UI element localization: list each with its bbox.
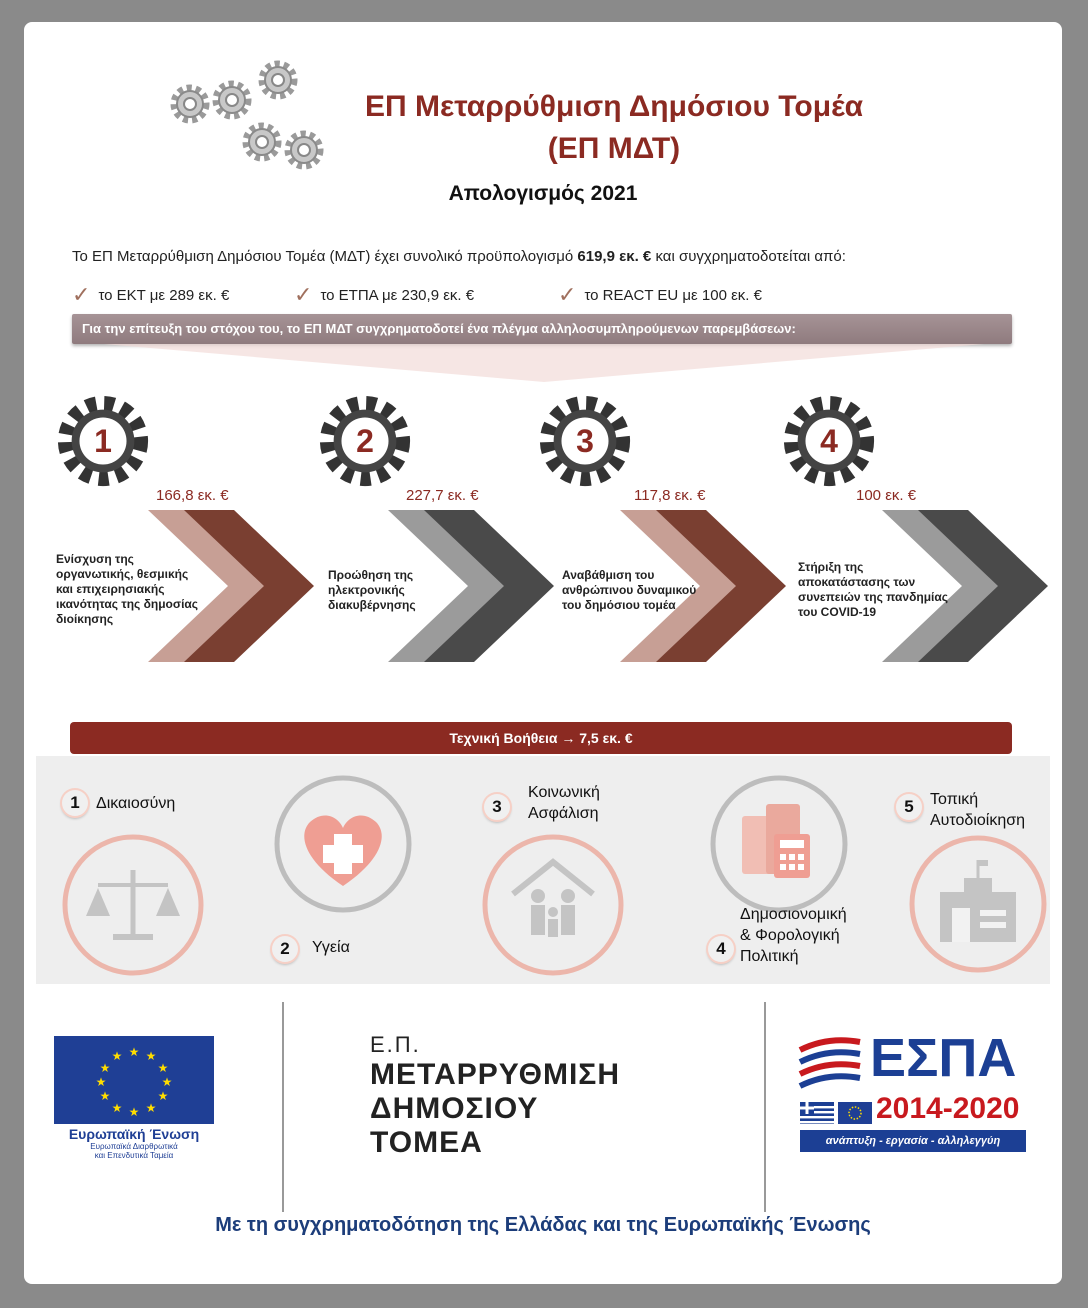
infographic-card [24, 22, 1062, 1284]
axis-3-label [562, 568, 722, 613]
eu-flag-icon [54, 1036, 214, 1124]
heart-cross-icon [268, 774, 418, 914]
espa-waves-icon [798, 1036, 864, 1092]
eu-small-flag-icon [838, 1102, 872, 1124]
check-icon: ✓ [294, 282, 313, 307]
axis-number: 2 [356, 423, 374, 459]
intro-text-after: και συγχρηματοδοτείται από: [651, 248, 846, 265]
svg-text:★: ★ [157, 1061, 169, 1075]
policy-label-line: & Φορολογική [740, 927, 840, 944]
axis-label-line: Στήριξη της [798, 560, 864, 574]
policy-4-number: 4 [708, 936, 734, 962]
page-subtitle: Απολογισμός 2021 [448, 182, 638, 205]
svg-text:★: ★ [145, 1101, 157, 1115]
axis-4-gear [780, 392, 878, 495]
axis-1-label [56, 552, 226, 627]
axis-label-line: οργανωτικής, θεσμικής [56, 567, 189, 581]
svg-text:★: ★ [145, 1049, 157, 1063]
policy-2-number: 2 [272, 936, 298, 962]
check-icon: ✓ [558, 282, 577, 307]
page-title [304, 86, 924, 170]
axis-label-line: και επιχειρησιακής [56, 582, 165, 596]
svg-text:★: ★ [95, 1075, 107, 1089]
axis-3-gear [536, 392, 634, 495]
mdt-line-2: ΔΗΜΟΣΙΟΥ [370, 1092, 539, 1125]
policy-1-number: 1 [62, 790, 88, 816]
axis-2-label [328, 568, 458, 613]
greek-flag-icon [800, 1102, 834, 1124]
axis-label-line: Αναβάθμιση του [562, 568, 655, 582]
eu-name: Ευρωπαϊκή Ένωση [68, 1126, 200, 1142]
policy-4-label [740, 904, 847, 967]
policy-3-label [528, 782, 600, 824]
funnel-shape [104, 344, 984, 384]
eu-logo-text [50, 1126, 218, 1160]
mdt-line-1: ΜΕΤΑΡΡΥΘΜΙΣΗ [370, 1058, 620, 1091]
axis-4-label [798, 560, 968, 620]
espa-slogan: ανάπτυξη - εργασία - αλληλεγγύη [800, 1130, 1026, 1152]
intro-text [72, 248, 1032, 265]
footer-text: Με τη συγχρηματοδότηση της Ελλάδας και της Ευρωπαϊκής Ένωσης [215, 1214, 871, 1236]
axis-label-line: ανθρώπινου δυναμικού [562, 583, 697, 597]
espa-name: ΕΣΠΑ [870, 1028, 1017, 1088]
policy-label-line: Αυτοδιοίκηση [930, 812, 1025, 829]
axis-label-line: ικανότητας της δημοσίας [56, 597, 199, 611]
axis-2-gear [316, 392, 414, 495]
cofinancing-label: το ΕΤΠΑ με 230,9 εκ. € [320, 286, 475, 304]
policy-label-line: Πολιτική [740, 948, 799, 965]
axis-label-line: συνεπειών της πανδημίας [798, 590, 948, 604]
technical-assistance-bar: Τεχνική Βοήθεια → 7,5 εκ. € [70, 722, 1012, 754]
cofinancing-item-react [558, 282, 762, 308]
axis-1-amount: 166,8 εκ. € [156, 487, 229, 504]
axis-label-line: του COVID-19 [798, 605, 877, 619]
svg-text:★: ★ [99, 1089, 111, 1103]
svg-text:★: ★ [111, 1101, 123, 1115]
intro-text-before: Το ΕΠ Μεταρρύθμιση Δημόσιου Τομέα (ΜΔΤ) έχει συνολικό προϋπολογισμό [72, 248, 578, 265]
title-line-1: ΕΠ Μεταρρύθμιση Δημόσιου Τομέα [364, 90, 864, 123]
axis-label-line: του δημόσιου τομέα [562, 598, 676, 612]
logo-divider [764, 1002, 766, 1212]
svg-text:★: ★ [111, 1049, 123, 1063]
axis-label-line: αποκατάστασης των [798, 575, 916, 589]
policy-label-line: Ασφάλιση [528, 805, 599, 822]
svg-text:★: ★ [161, 1075, 173, 1089]
check-icon: ✓ [72, 282, 91, 307]
svg-text:★: ★ [157, 1089, 169, 1103]
policy-1-label: Δικαιοσύνη [96, 795, 176, 812]
axis-number: 1 [94, 423, 112, 459]
axis-1-gear [54, 392, 152, 495]
interventions-banner: Για την επίτευξη του στόχου του, το ΕΠ ΜΔΤ συγχρηματοδοτεί ένα πλέγμα αλληλοσυμπληρούμενων παρεμβάσεων: [72, 314, 1012, 344]
axis-number: 3 [576, 423, 594, 459]
logo-divider [282, 1002, 284, 1212]
policy-3-number: 3 [484, 794, 510, 820]
title-line-2: (ΕΠ ΜΔΤ) [547, 132, 681, 165]
mdt-line-3: ΤΟΜΕΑ [370, 1126, 483, 1159]
calculator-icon [704, 774, 854, 914]
cofinancing-item-etpa [294, 282, 474, 308]
mdt-logo [370, 1032, 620, 1160]
mdt-ep: Ε.Π. [370, 1032, 421, 1057]
axis-label-line: Προώθηση της [328, 568, 414, 582]
axis-2-amount: 227,7 εκ. € [406, 487, 479, 504]
axis-label-line: ηλεκτρονικής [328, 583, 405, 597]
policy-label-line: Κοινωνική [528, 784, 600, 801]
policy-5-number: 5 [896, 794, 922, 820]
policy-label-line: Τοπική [930, 791, 979, 808]
policy-5-label [930, 789, 1025, 831]
axis-label-line: διοίκησης [56, 612, 114, 626]
svg-text:★: ★ [99, 1061, 111, 1075]
cofinancing-item-ekt [72, 282, 229, 308]
cofinancing-label: το ΕΚΤ με 289 εκ. € [98, 286, 230, 304]
policy-label-line: Δημοσιονομική [740, 906, 847, 923]
town-hall-icon [904, 830, 1052, 978]
eu-sub-2: και Επενδυτικά Ταμεία [94, 1151, 174, 1160]
axis-number: 4 [820, 423, 838, 459]
eu-sub-1: Ευρωπαϊκά Διαρθρωτικά [90, 1142, 178, 1151]
intro-budget: 619,9 εκ. € [577, 248, 652, 265]
family-house-icon [478, 830, 628, 980]
scales-icon [58, 830, 208, 980]
axis-label-line: Ενίσχυση της [56, 552, 134, 566]
axis-label-line: διακυβέρνησης [328, 598, 416, 612]
svg-text:★: ★ [128, 1105, 140, 1119]
axis-4-amount: 100 εκ. € [856, 487, 917, 504]
cofinancing-label: το REACT EU με 100 εκ. € [584, 286, 762, 304]
svg-text:★: ★ [128, 1045, 140, 1059]
espa-years: 2014-2020 [876, 1092, 1020, 1125]
axis-3-amount: 117,8 εκ. € [634, 487, 706, 504]
policy-2-label: Υγεία [312, 939, 350, 956]
